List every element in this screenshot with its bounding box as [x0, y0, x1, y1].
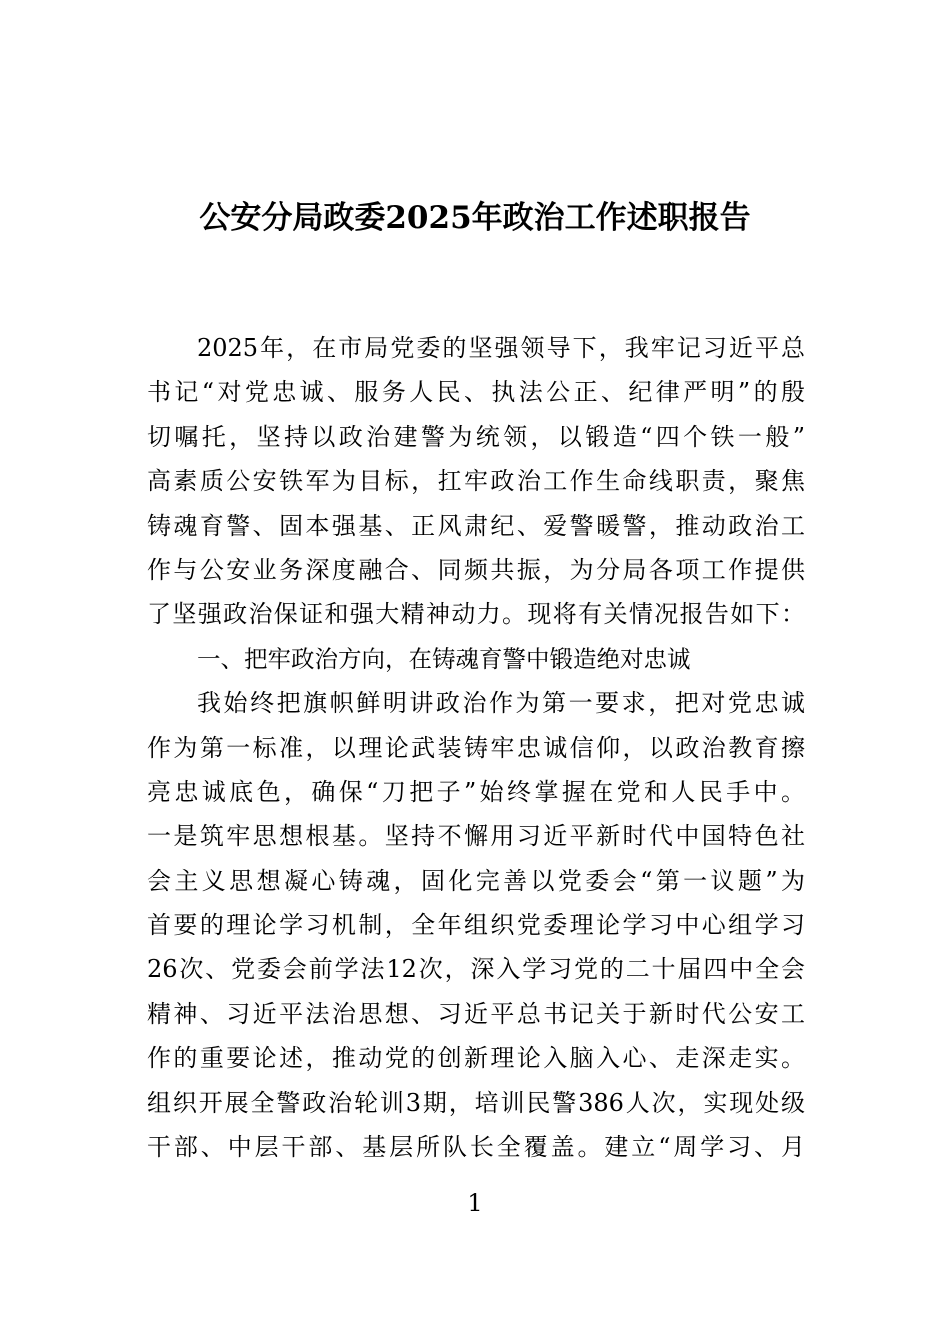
text-line: 会主义思想凝心铸魂，固化完善以党委会“第一议题”为: [147, 866, 805, 895]
text-line: 2025年，在市局党委的坚强领导下，我牢记习近平总: [197, 334, 805, 362]
text-line: 铸魂育警、固本强基、正风肃纪、爱警暖警，推动政治工: [147, 511, 805, 540]
document-title: 公安分局政委2025年政治工作述职报告: [199, 200, 751, 236]
text-line: 组织开展全警政治轮训3期，培训民警386人次，实现处级: [147, 1088, 805, 1117]
text-line: 干部、中层干部、基层所队长全覆盖。建立“周学习、月: [147, 1133, 805, 1162]
text-line: 26次、党委会前学法12次，深入学习党的二十届四中全会: [147, 955, 805, 984]
page-number: 1: [467, 1189, 483, 1217]
text-line: 了坚强政治保证和强大精神动力。现将有关情况报告如下：: [147, 600, 805, 629]
text-line: 首要的理论学习机制，全年组织党委理论学习中心组学习: [147, 911, 805, 940]
section-heading: 一、把牢政治方向，在铸魂育警中锻造绝对忠诚: [197, 644, 691, 673]
text-line: 我始终把旗帜鲜明讲政治作为第一要求，把对党忠诚: [197, 689, 805, 718]
document-body: [147, 326, 805, 1169]
text-line: 一是筑牢思想根基。坚持不懈用习近平新时代中国特色社: [147, 822, 805, 851]
text-line: 作与公安业务深度融合、同频共振，为分局各项工作提供: [147, 555, 805, 584]
text-line: 高素质公安铁军为目标，扛牢政治工作生命线职责，聚焦: [147, 467, 805, 496]
text-line: 书记“对党忠诚、服务人民、执法公正、纪律严明”的殷: [147, 378, 805, 407]
text-line: 精神、习近平法治思想、习近平总书记关于新时代公安工: [147, 999, 805, 1028]
text-line: 切嘱托，坚持以政治建警为统领，以锻造“四个铁一般”: [147, 422, 805, 451]
text-line: 作的重要论述，推动党的创新理论入脑入心、走深走实。: [147, 1044, 805, 1073]
text-line: 亮忠诚底色，确保“刀把子”始终掌握在党和人民手中。: [147, 777, 805, 806]
text-line: 作为第一标准，以理论武装铸牢忠诚信仰，以政治教育擦: [147, 733, 805, 762]
